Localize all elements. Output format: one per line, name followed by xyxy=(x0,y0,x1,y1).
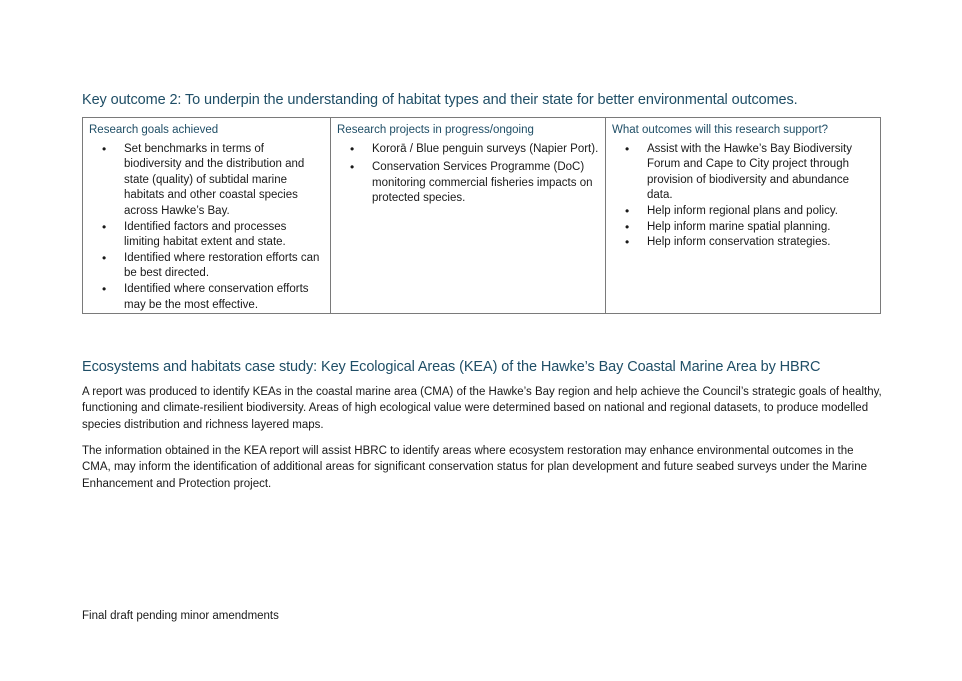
list-item: • Assist with the Hawke’s Bay Biodiversity Forum and Cape to City project through provision of biodiversity and abundance data. xyxy=(625,141,852,202)
bullet-list xyxy=(89,142,324,314)
case-study-paragraph: A report was produced to identify KEAs in the coastal marine area (CMA) of the Hawke’s Bay region and help achieve the Council’s strategic goals of healthy, functioning and climate-resilient biodiversity. Areas of high ecological value were determined based on national and regional datasets, to produce modelled species distribution and richness layered maps. xyxy=(82,386,882,431)
bullet-icon: • xyxy=(102,219,107,234)
research-outcomes-cell xyxy=(606,118,881,314)
list-item: • Identified factors and processes limiting habitat extent and state. xyxy=(102,219,287,249)
research-projects-cell xyxy=(331,118,606,314)
case-study-paragraph: The information obtained in the KEA report will assist HBRC to identify areas where ecosystem restoration may enhance environmental outcomes in the CMA, may inform the identification of additional areas for significant conservation status for plan development and future seabed surveys under the Marine Enhancement and Protection project. xyxy=(82,445,867,490)
bullet-icon: • xyxy=(350,141,355,156)
list-item: • Help inform marine spatial planning. xyxy=(625,219,831,234)
bullet-list xyxy=(612,142,874,251)
column-header: Research goals achieved xyxy=(89,124,219,136)
case-study-heading: Ecosystems and habitats case study: Key Ecological Areas (KEA) of the Hawke’s Bay Coastal Marine Area by HBRC xyxy=(82,359,821,375)
list-item: • Identified where conservation efforts may be the most effective. xyxy=(102,281,309,311)
outcome-table xyxy=(82,117,881,314)
list-item: • Help inform conservation strategies. xyxy=(625,235,831,250)
bullet-icon: • xyxy=(625,219,630,234)
bullet-icon: • xyxy=(625,235,630,250)
bullet-list xyxy=(337,142,599,207)
list-item: • Help inform regional plans and policy. xyxy=(625,203,838,218)
list-item: • Conservation Services Programme (DoC) monitoring commercial fisheries impacts on protected species. xyxy=(350,160,593,205)
list-item: • Set benchmarks in terms of biodiversity and the distribution and state (quality) of subtidal marine habitats and other coastal species across Hawke’s Bay. xyxy=(102,141,305,217)
bullet-icon: • xyxy=(625,141,630,156)
bullet-icon: • xyxy=(102,250,107,265)
bullet-icon: • xyxy=(102,281,107,296)
column-header: Research projects in progress/ongoing xyxy=(337,124,534,136)
table-row xyxy=(83,118,881,314)
bullet-icon: • xyxy=(625,203,630,218)
column-header: What outcomes will this research support? xyxy=(612,124,829,136)
list-item: • Kororā / Blue penguin surveys (Napier Port). xyxy=(350,141,599,156)
bullet-icon: • xyxy=(350,160,355,175)
key-outcome-heading: Key outcome 2: To underpin the understanding of habitat types and their state for better environmental outcomes. xyxy=(82,92,798,108)
bullet-icon: • xyxy=(102,141,107,156)
research-goals-cell xyxy=(83,118,331,314)
draft-note: Final draft pending minor amendments xyxy=(82,610,279,622)
list-item: • Identified where restoration efforts can be best directed. xyxy=(102,250,320,280)
